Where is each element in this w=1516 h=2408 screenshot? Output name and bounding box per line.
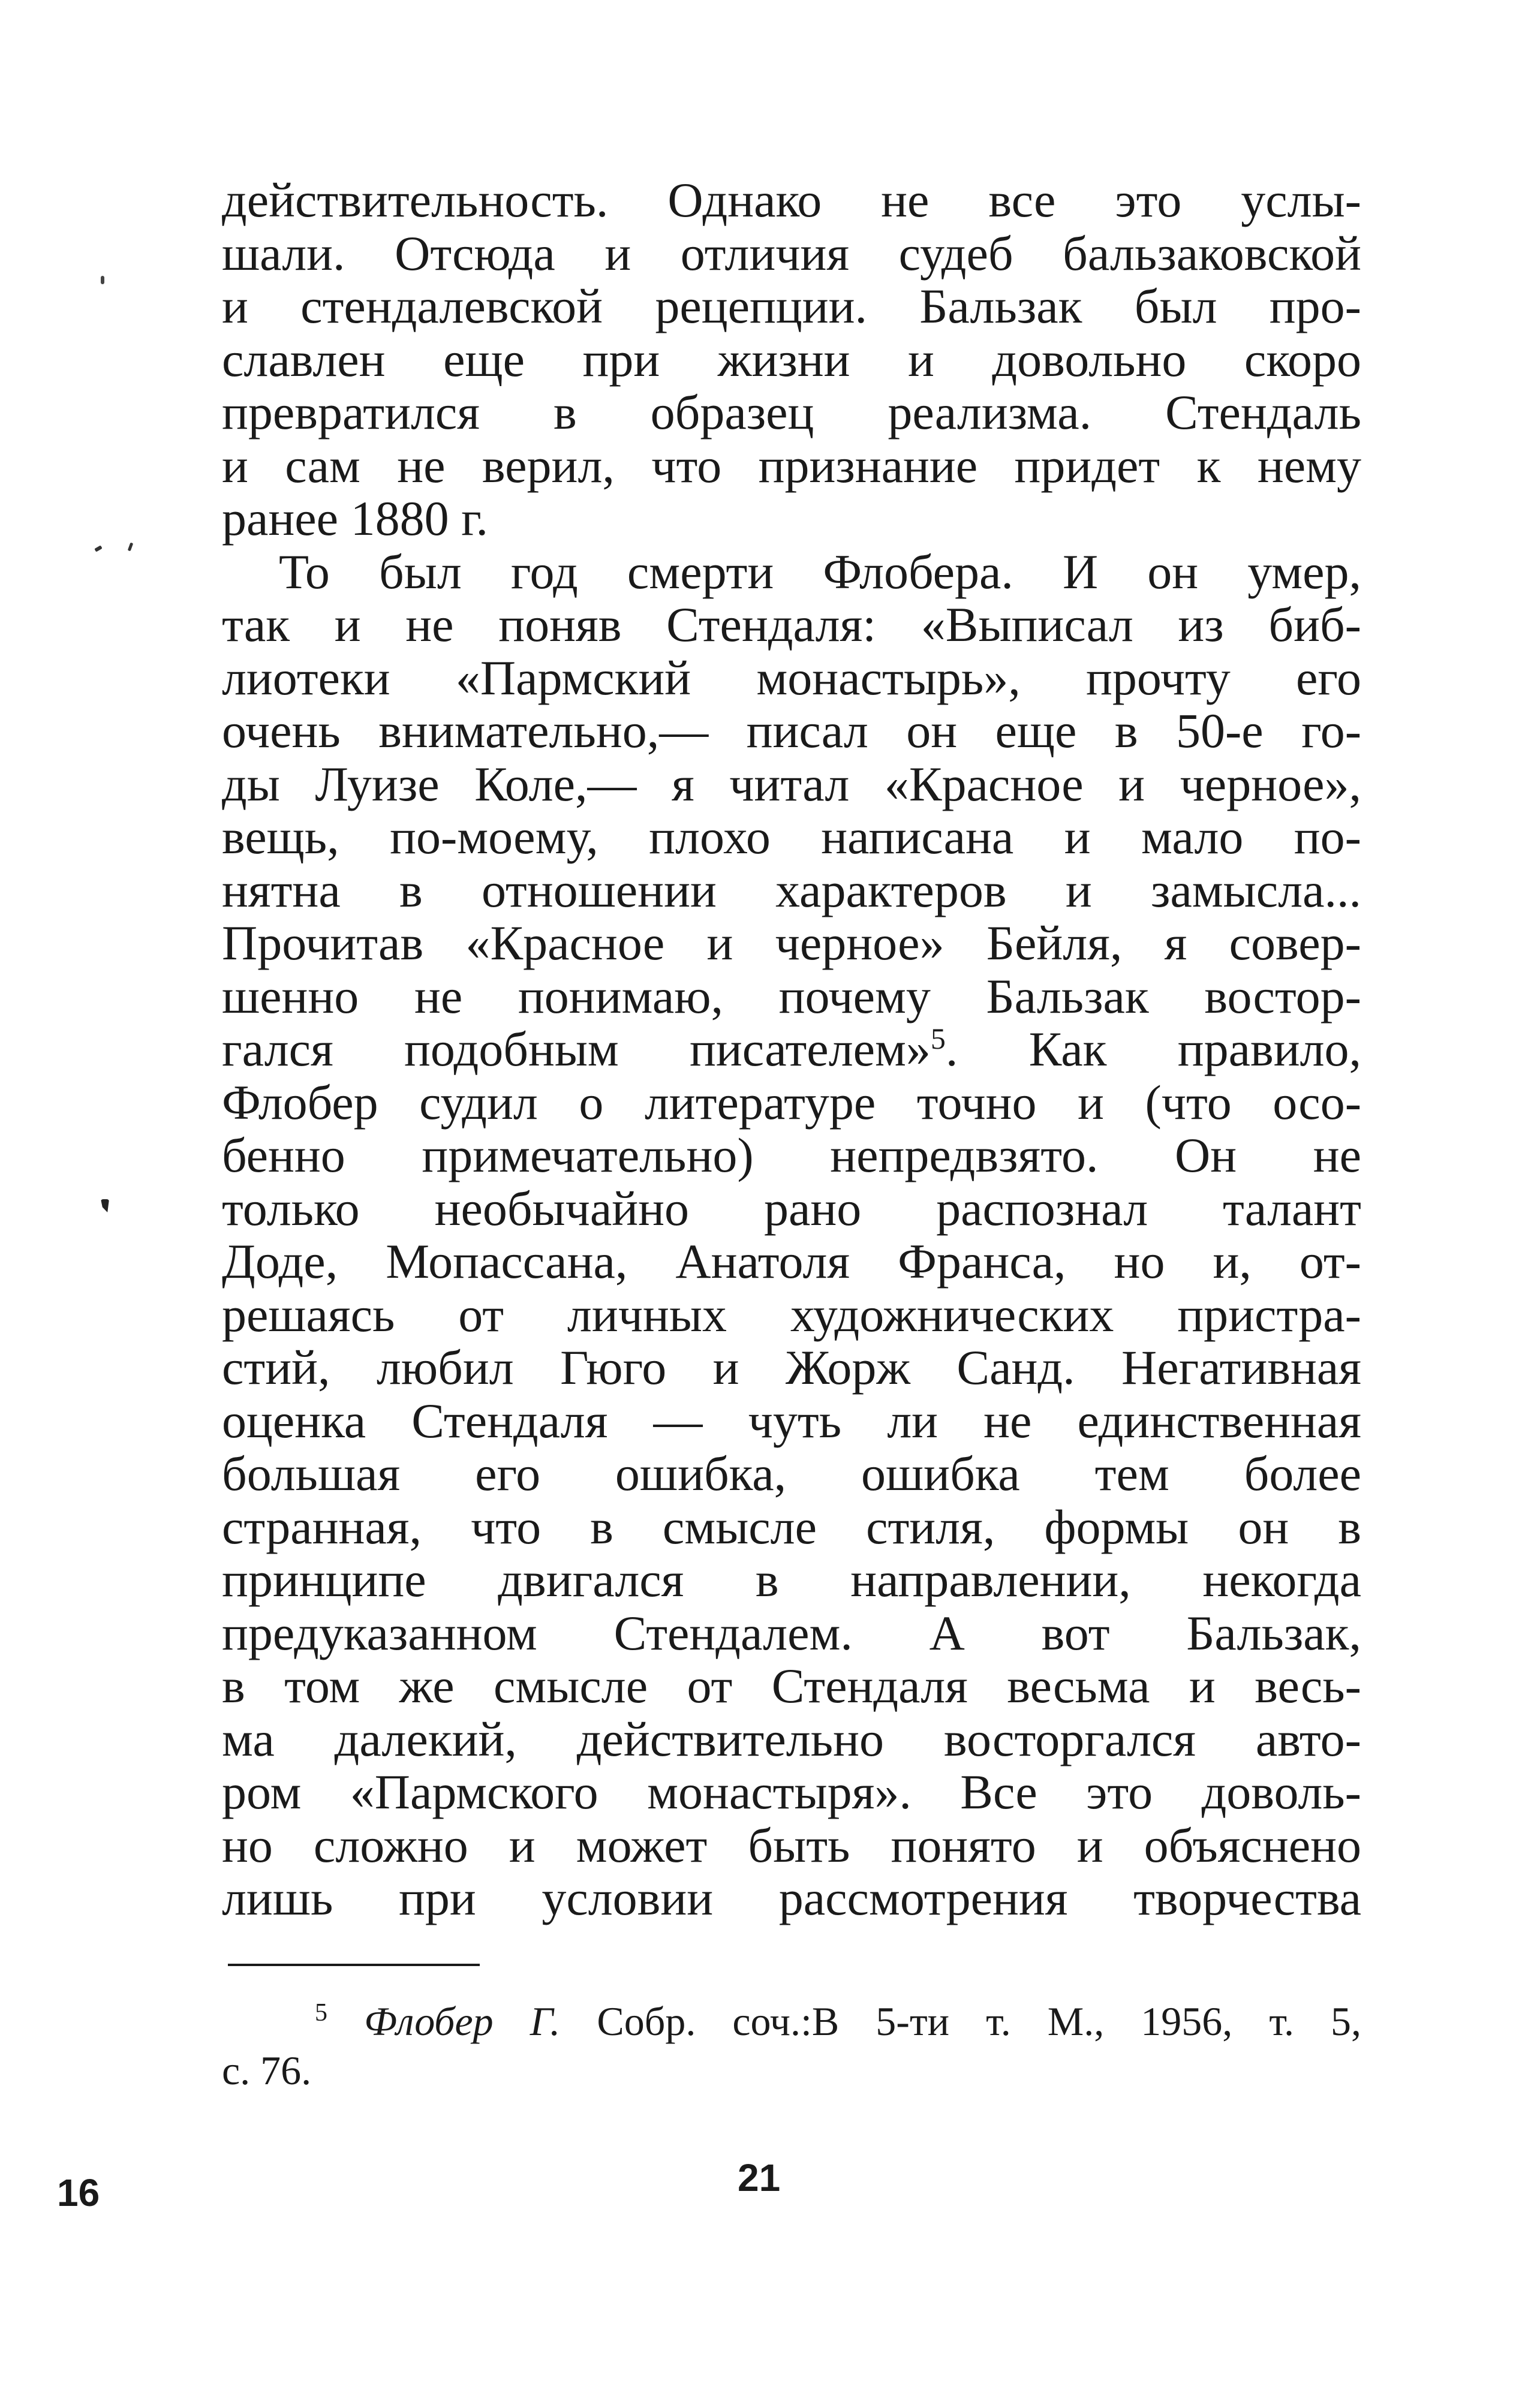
footnote-citation: Собр. соч.:В 5-ти т. М., 1956, т. 5, [560, 1998, 1361, 2044]
scan-speck [101, 1199, 109, 1212]
text-line: шенно не понимаю, почему Бальзак востор- [222, 968, 1361, 1024]
footnote-author: Флобер Г. [364, 1998, 561, 2044]
text-line: так и не поняв Стендаля: «Выписал из биб- [222, 597, 1361, 652]
text-line: Флобер судил о литературе точно и (что осо- [222, 1074, 1361, 1130]
text-line: решаясь от личных художнических пристра- [222, 1287, 1361, 1342]
text-line: и сам не верил, что признание придет к нему [222, 438, 1361, 493]
text-line: шали. Отсюда и отличия судеб бальзаковской [222, 225, 1361, 281]
scan-speck [128, 543, 133, 552]
text-line: бенно примечательно) непредвзято. Он не [222, 1128, 1361, 1182]
signature-number: 16 [57, 2171, 100, 2214]
text-segment: . Как правило, [945, 1022, 1361, 1076]
paragraph-start-line: То был год смерти Флобера. И он умер, [279, 544, 1361, 599]
text-line: но сложно и может быть понято и объяснено [222, 1817, 1361, 1873]
footnote-divider [228, 1964, 480, 1966]
footnote-line [222, 1997, 1361, 2046]
page-number: 21 [738, 2156, 781, 2199]
scan-speck [94, 545, 102, 552]
text-line: большая его ошибка, ошибка тем более [222, 1446, 1361, 1501]
text-line: нятна в отношении характеров и замысла... [222, 862, 1361, 917]
text-line: ранее 1880 г. [222, 491, 488, 546]
body-text [222, 174, 1361, 1925]
text-line: и стендалевской рецепции. Бальзак был про- [222, 279, 1361, 333]
text-line: странная, что в смысле стиля, формы он в [222, 1499, 1361, 1554]
text-line: славлен еще при жизни и довольно скоро [222, 332, 1361, 387]
text-line: оценка Стендаля — чуть ли не единственная [222, 1393, 1361, 1448]
text-segment: гался подобным писателем» [222, 1022, 931, 1076]
text-line: лишь при условии рассмотрения творчества [222, 1871, 1361, 1925]
footnote-mark: 5 [315, 1999, 327, 2027]
footnote-line: с. 76. [222, 2048, 312, 2093]
text-line: ма далекий, действительно восторгался авто- [222, 1711, 1361, 1766]
text-line: очень внимательно,— писал он еще в 50-е го- [222, 703, 1361, 758]
footnote [222, 1997, 1361, 2095]
text-line: действительность. Однако не все это услы- [222, 173, 1361, 227]
text-line: только необычайно рано распознал талант [222, 1181, 1361, 1236]
text-line: ды Луизе Коле,— я читал «Красное и черное», [222, 756, 1361, 811]
scan-speck [101, 276, 104, 284]
text-line: предуказанном Стендалем. А вот Бальзак, [222, 1605, 1361, 1660]
text-line: лиотеки «Пармский монастырь», прочту его [222, 650, 1361, 705]
text-line: ром «Пармского монастыря». Все это доволь- [222, 1765, 1361, 1819]
footnote-reference[interactable]: 5 [930, 1022, 946, 1055]
text-line: Доде, Мопассана, Анатоля Франса, но и, от- [222, 1234, 1361, 1289]
text-line: стий, любил Гюго и Жорж Санд. Негативная [222, 1340, 1361, 1395]
text-line: превратился в образец реализма. Стендаль [222, 385, 1361, 440]
text-line: Прочитав «Красное и черное» Бейля, я совер- [222, 916, 1361, 970]
text-line: принципе двигался в направлении, некогда [222, 1552, 1361, 1607]
text-line: вещь, по-моему, плохо написана и мало по- [222, 809, 1361, 864]
text-line: в том же смысле от Стендаля весьма и весь- [222, 1658, 1361, 1713]
text-line-with-footnote-ref [222, 1023, 1361, 1076]
